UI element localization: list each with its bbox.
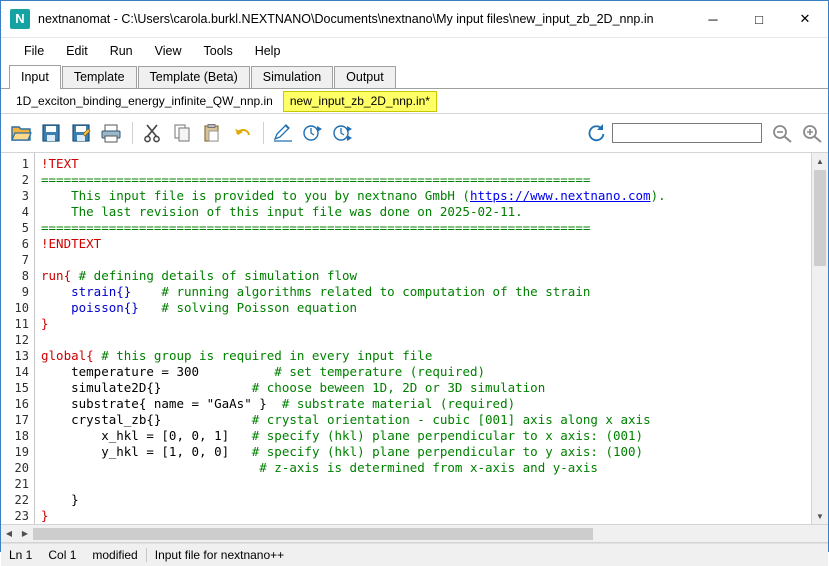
- code-line: [41, 412, 811, 428]
- line-number: 1: [21, 157, 29, 171]
- menu-bar: [1, 38, 828, 64]
- code-token: # substrate material (required): [266, 396, 516, 411]
- status-line: Ln 1: [9, 548, 33, 562]
- line-number: 14: [14, 365, 29, 379]
- code-line: [41, 348, 811, 364]
- edit-pencil-icon[interactable]: [269, 119, 297, 147]
- code-line: [41, 380, 811, 396]
- scroll-left-arrow-icon[interactable]: ◀: [1, 526, 17, 542]
- menu-item-edit[interactable]: Edit: [66, 44, 88, 58]
- tab-template[interactable]: Template: [62, 66, 137, 88]
- code-token: x_hkl = [0, 0, 1]: [41, 428, 230, 443]
- code-token: run{: [41, 268, 72, 283]
- code-token: This input file is provided to you by nextnano GmbH (: [41, 188, 470, 203]
- line-number: 5: [21, 221, 29, 235]
- line-number: 20: [14, 461, 29, 475]
- line-number: 2: [21, 173, 29, 187]
- toolbar: [1, 114, 828, 153]
- line-number: 6: [21, 237, 29, 251]
- code-token: # solving Poisson equation: [138, 300, 358, 315]
- code-token: }: [41, 316, 49, 331]
- print-icon[interactable]: [97, 119, 125, 147]
- line-number: 12: [14, 333, 29, 347]
- code-token: !TEXT: [41, 156, 79, 171]
- app-icon: N: [10, 9, 30, 29]
- code-token: =========================================================================: [41, 172, 591, 187]
- code-line: [41, 332, 811, 348]
- code-line: [41, 236, 811, 252]
- code-line: [41, 364, 811, 380]
- line-number: 21: [14, 477, 29, 491]
- code-token: # running algorithms related to computation of the strain: [131, 284, 591, 299]
- toolbar-separator-1: [132, 122, 133, 144]
- toolbar-separator-2: [263, 122, 264, 144]
- code-editor[interactable]: [35, 153, 811, 524]
- main-tab-strip: [1, 64, 828, 89]
- status-column: Col 1: [48, 548, 77, 562]
- code-line: [41, 284, 811, 300]
- save-as-icon[interactable]: [67, 119, 95, 147]
- tab-simulation[interactable]: Simulation: [251, 66, 333, 88]
- copy-icon[interactable]: [168, 119, 196, 147]
- editor-horizontal-scrollbar[interactable]: [1, 525, 828, 543]
- code-token: # this group is required in every input file: [93, 348, 433, 363]
- line-number: 23: [14, 509, 29, 523]
- line-number: 11: [14, 317, 29, 331]
- line-number-gutter: [1, 153, 35, 524]
- maximize-button[interactable]: □: [755, 11, 763, 27]
- open-folder-icon[interactable]: [7, 119, 35, 147]
- code-line: [41, 188, 811, 204]
- file-tab-new-input[interactable]: new_input_zb_2D_nnp.in*: [283, 91, 437, 112]
- code-token: ).: [650, 188, 666, 203]
- zoom-in-icon[interactable]: [798, 119, 826, 147]
- line-number: 15: [14, 381, 29, 395]
- line-number: 16: [14, 397, 29, 411]
- code-line: [41, 428, 811, 444]
- line-number: 19: [14, 445, 29, 459]
- code-token: # specify (hkl) plane perpendicular to x axis: (001): [229, 428, 644, 443]
- line-number: 22: [14, 493, 29, 507]
- window-controls: [690, 1, 828, 37]
- code-token: # set temperature (required): [199, 364, 486, 379]
- code-token: poisson{}: [41, 300, 139, 315]
- horizontal-scroll-track[interactable]: [33, 526, 828, 542]
- minimize-button[interactable]: ─: [708, 11, 718, 27]
- code-token: # specify (hkl) plane perpendicular to y axis: (100): [229, 444, 644, 459]
- status-modified: modified: [92, 548, 138, 562]
- code-line: [41, 252, 811, 268]
- scroll-right-arrow-icon[interactable]: ▶: [17, 526, 33, 542]
- code-token: # z-axis is determined from x-axis and y-axis: [41, 460, 598, 475]
- undo-icon[interactable]: [228, 119, 256, 147]
- code-line: [41, 156, 811, 172]
- tab-input[interactable]: Input: [9, 65, 61, 89]
- refresh-icon[interactable]: [582, 119, 610, 147]
- code-token[interactable]: https://www.nextnano.com: [469, 188, 651, 203]
- code-line: [41, 444, 811, 460]
- code-line: [41, 316, 811, 332]
- status-hint: Input file for nextnano++: [154, 548, 285, 562]
- file-tab-exciton[interactable]: 1D_exciton_binding_energy_infinite_QW_nnp.in: [16, 93, 273, 108]
- run-simulation-icon[interactable]: [299, 119, 327, 147]
- code-line: [41, 476, 811, 492]
- code-token: temperature = 300: [41, 364, 200, 379]
- code-line: [41, 508, 811, 524]
- menu-item-view[interactable]: View: [154, 44, 182, 58]
- code-line: [41, 172, 811, 188]
- editor-area: [1, 153, 828, 525]
- line-number: 7: [21, 253, 29, 267]
- code-line: [41, 220, 811, 236]
- line-number: 4: [21, 205, 29, 219]
- line-number: 13: [14, 349, 29, 363]
- code-line: [41, 204, 811, 220]
- scroll-down-arrow-icon[interactable]: ▼: [812, 508, 828, 524]
- menu-item-tools[interactable]: Tools: [203, 44, 233, 58]
- code-line: [41, 300, 811, 316]
- run-batch-icon[interactable]: [329, 119, 357, 147]
- tab-output[interactable]: Output: [334, 66, 396, 88]
- code-token: }: [41, 508, 49, 523]
- code-line: [41, 268, 811, 284]
- title-bar: [1, 1, 828, 38]
- line-number: 10: [14, 301, 29, 315]
- code-line: [41, 396, 811, 412]
- paste-icon[interactable]: [198, 119, 226, 147]
- code-token: The last revision of this input file was done on 2025-02-11.: [41, 204, 523, 219]
- code-token: !ENDTEXT: [41, 236, 102, 251]
- menu-item-run[interactable]: Run: [109, 44, 133, 58]
- cut-icon[interactable]: [138, 119, 166, 147]
- status-bar: [1, 543, 828, 566]
- code-token: }: [41, 492, 79, 507]
- file-tab-strip: [1, 89, 828, 114]
- code-token: =========================================================================: [41, 220, 591, 235]
- scroll-up-arrow-icon[interactable]: ▲: [812, 153, 828, 169]
- zoom-out-icon[interactable]: [768, 119, 796, 147]
- code-token: crystal_zb{}: [41, 412, 162, 427]
- code-token: global{: [41, 348, 94, 363]
- search-input[interactable]: [612, 123, 762, 143]
- line-number: 17: [14, 413, 29, 427]
- save-icon[interactable]: [37, 119, 65, 147]
- code-token: substrate{ name = "GaAs" }: [41, 396, 267, 411]
- line-number: 3: [21, 189, 29, 203]
- code-token: strain{}: [41, 284, 132, 299]
- menu-item-help[interactable]: Help: [254, 44, 281, 58]
- code-line: [41, 492, 811, 508]
- line-number: 18: [14, 429, 29, 443]
- menu-item-file[interactable]: File: [24, 44, 45, 58]
- code-token: # crystal orientation - cubic [001] axis along x axis: [161, 412, 651, 427]
- close-button[interactable]: ✕: [799, 11, 811, 26]
- line-number: 9: [21, 285, 29, 299]
- editor-vertical-scrollbar[interactable]: [811, 153, 828, 524]
- vertical-scroll-thumb[interactable]: [814, 170, 826, 266]
- code-token: # defining details of simulation flow: [71, 268, 358, 283]
- line-number: 8: [21, 269, 29, 283]
- code-token: # choose beween 1D, 2D or 3D simulation: [161, 380, 546, 395]
- code-token: y_hkl = [1, 0, 0]: [41, 444, 230, 459]
- code-line: [41, 460, 811, 476]
- window-title: nextnanomat - C:\Users\carola.burkl.NEXTNANO\Documents\nextnano\My input files\new_input_zb_2D_nnp.in: [38, 12, 654, 26]
- horizontal-scroll-thumb[interactable]: [33, 528, 593, 540]
- code-token: simulate2D{}: [41, 380, 162, 395]
- tab-template-beta[interactable]: Template (Beta): [138, 66, 250, 88]
